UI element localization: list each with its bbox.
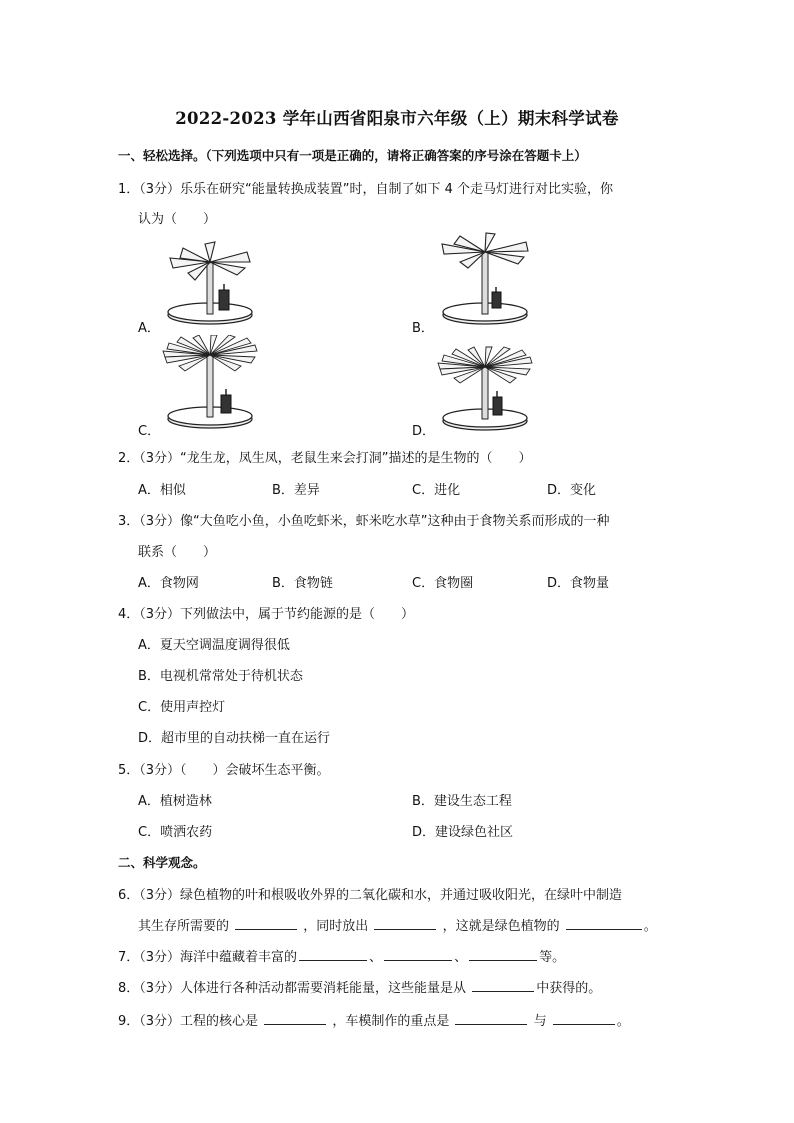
question-8-stem bbox=[118, 977, 688, 996]
q3-option-d[interactable]: D．食物量 bbox=[547, 576, 610, 591]
lantern-b-figure bbox=[430, 232, 540, 330]
q3-option-a[interactable]: A．食物网 bbox=[138, 576, 199, 591]
q7-text-4: 等。 bbox=[539, 950, 566, 965]
q2-option-c[interactable]: C．进化 bbox=[412, 483, 461, 498]
option-b-label: B． bbox=[412, 321, 434, 336]
q4-option-b[interactable]: B．电视机常常处于待机状态 bbox=[138, 669, 303, 684]
q6-text-2: ，同时放出 bbox=[303, 919, 369, 934]
question-4-stem: 4．（3分）下列做法中，属于节约能源的是（ ） bbox=[118, 607, 415, 622]
lantern-c-figure bbox=[155, 335, 265, 433]
q6-blank-3[interactable] bbox=[566, 917, 642, 930]
section-1-heading: 一、轻松选择。（下列选项中只有一项是正确的，请将正确答案的序号涂在答题卡上） bbox=[118, 148, 587, 163]
q2-option-a[interactable]: A．相似 bbox=[138, 483, 186, 498]
q8-text-2: 中获得的。 bbox=[536, 981, 602, 996]
q6-text-1: 其生存所需要的 bbox=[138, 919, 230, 934]
question-2-stem: 2．（3分）“龙生龙，凤生凤，老鼠生来会打洞”描述的是生物的（ ） bbox=[118, 451, 532, 466]
q6-text-3: ，这就是绿色植物的 bbox=[442, 919, 560, 934]
q6-blank-1[interactable] bbox=[235, 917, 297, 930]
q6-text-4: 。 bbox=[643, 919, 657, 934]
q7-text-2: 、 bbox=[369, 950, 383, 965]
q9-blank-1[interactable] bbox=[264, 1012, 326, 1025]
q9-text-3: 与 bbox=[533, 1014, 547, 1029]
question-5-stem: 5．（3分）（ ）会破坏生态平衡。 bbox=[118, 763, 330, 778]
q5-option-a[interactable]: A．植树造林 bbox=[138, 794, 212, 809]
q9-blank-2[interactable] bbox=[455, 1012, 527, 1025]
question-7-stem bbox=[118, 946, 688, 965]
q9-blank-3[interactable] bbox=[553, 1012, 615, 1025]
q5-option-d[interactable]: D．建设绿色社区 bbox=[412, 825, 514, 840]
q8-blank-1[interactable] bbox=[472, 979, 534, 992]
q8-text-1: 8．（3分）人体进行各种活动都需要消耗能量，这些能量是从 bbox=[118, 981, 467, 996]
q9-text-4: 。 bbox=[616, 1014, 630, 1029]
section-2-heading: 二、科学观念。 bbox=[118, 855, 206, 870]
option-a-label: A． bbox=[138, 321, 160, 336]
q7-text-3: 、 bbox=[454, 950, 468, 965]
option-d-label: D． bbox=[412, 424, 436, 439]
question-3-stem: 3．（3分）像“大鱼吃小鱼，小鱼吃虾米，虾米吃水草”这种由于食物关系而形成的一种 bbox=[118, 514, 610, 529]
q4-option-d[interactable]: D．超市里的自动扶梯一直在运行 bbox=[138, 731, 331, 746]
q3-option-b[interactable]: B．食物链 bbox=[272, 576, 333, 591]
question-1-stem: 1．（3分）乐乐在研究“能量转换成装置”时，自制了如下 4 个走马灯进行对比实验，你 bbox=[118, 182, 614, 197]
q7-blank-1[interactable] bbox=[299, 948, 367, 961]
q5-option-b[interactable]: B．建设生态工程 bbox=[412, 794, 512, 809]
q2-option-d[interactable]: D．变化 bbox=[547, 483, 597, 498]
question-9-stem bbox=[118, 1010, 688, 1029]
q4-option-a[interactable]: A．夏天空调温度调得很低 bbox=[138, 638, 290, 653]
question-1-stem-cont: 认为（ ） bbox=[138, 212, 217, 227]
option-c-label: C． bbox=[138, 424, 161, 439]
q3-option-c[interactable]: C．食物圈 bbox=[412, 576, 474, 591]
q6-blank-2[interactable] bbox=[374, 917, 436, 930]
q9-text-1: 9．（3分）工程的核心是 bbox=[118, 1014, 259, 1029]
question-6-stem-cont bbox=[138, 915, 657, 934]
q7-blank-2[interactable] bbox=[384, 948, 452, 961]
page-title: 2022-2023 学年山西省阳泉市六年级（上）期末科学试卷 bbox=[175, 109, 619, 128]
q2-option-b[interactable]: B．差异 bbox=[272, 483, 320, 498]
q5-option-c[interactable]: C．喷洒农药 bbox=[138, 825, 213, 840]
lantern-a-figure bbox=[155, 240, 265, 330]
q9-text-2: ，车模制作的重点是 bbox=[332, 1014, 450, 1029]
q7-text-1: 7．（3分）海洋中蕴藏着丰富的 bbox=[118, 950, 298, 965]
q4-option-c[interactable]: C．使用声控灯 bbox=[138, 700, 226, 715]
lantern-d-figure bbox=[430, 345, 540, 435]
question-6-stem: 6．（3分）绿色植物的叶和根吸收外界的二氧化碳和水，并通过吸收阳光，在绿叶中制造 bbox=[118, 888, 623, 903]
question-3-stem-cont: 联系（ ） bbox=[138, 545, 217, 560]
q7-blank-3[interactable] bbox=[469, 948, 537, 961]
